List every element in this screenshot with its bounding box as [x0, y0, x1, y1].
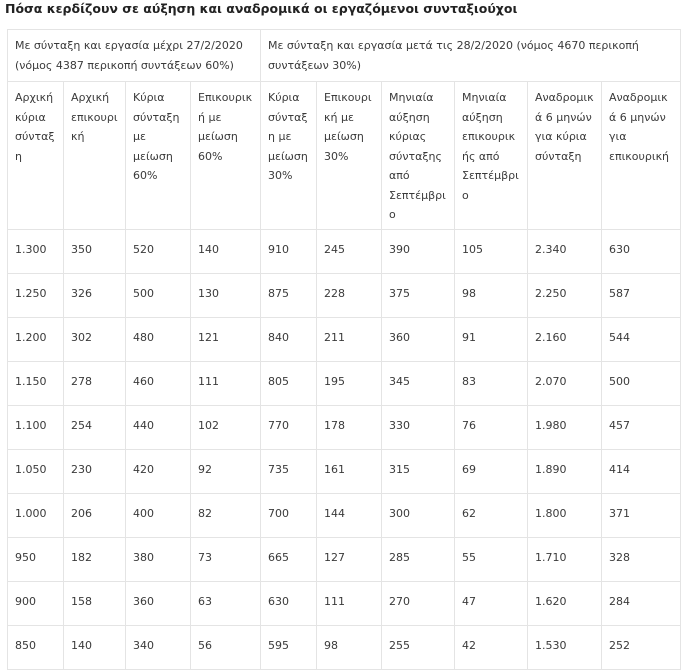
table-cell: 302	[64, 317, 126, 361]
table-cell: 2.340	[528, 229, 602, 273]
table-cell: 850	[8, 625, 64, 669]
table-cell: 400	[126, 493, 191, 537]
table-cell: 2.160	[528, 317, 602, 361]
table-cell: 211	[317, 317, 382, 361]
table-cell: 2.070	[528, 361, 602, 405]
table-cell: 520	[126, 229, 191, 273]
table-cell: 178	[317, 405, 382, 449]
table-cell: 805	[261, 361, 317, 405]
table-cell: 460	[126, 361, 191, 405]
table-cell: 440	[126, 405, 191, 449]
table-cell: 255	[382, 625, 455, 669]
table-cell: 390	[382, 229, 455, 273]
table-cell: 735	[261, 449, 317, 493]
group-header-law-4670: Με σύνταξη και εργασία μετά τις 28/2/2020 (νόμος 4670 περικοπή συντάξεων 30%)	[261, 30, 681, 82]
table-cell: 380	[126, 537, 191, 581]
group-header-law-4387: Με σύνταξη και εργασία μέχρι 27/2/2020 (νόμος 4387 περικοπή συντάξεων 60%)	[8, 30, 261, 82]
table-cell: 315	[382, 449, 455, 493]
table-cell: 371	[602, 493, 681, 537]
column-header: Αρχική κύρια σύνταξη	[8, 82, 64, 230]
table-cell: 130	[191, 273, 261, 317]
table-cell: 1.000	[8, 493, 64, 537]
table-cell: 1.300	[8, 229, 64, 273]
table-cell: 1.620	[528, 581, 602, 625]
table-cell: 1.530	[528, 625, 602, 669]
table-row	[8, 361, 681, 405]
table-cell: 230	[64, 449, 126, 493]
table-cell: 252	[602, 625, 681, 669]
page-title: Πόσα κερδίζουν σε αύξηση και αναδρομικά οι εργαζόμενοι συνταξιούχοι	[5, 1, 518, 16]
pension-table	[7, 29, 681, 670]
table-cell: 42	[455, 625, 528, 669]
table-cell: 840	[261, 317, 317, 361]
table-cell: 82	[191, 493, 261, 537]
table-cell: 121	[191, 317, 261, 361]
table-row	[8, 449, 681, 493]
table-cell: 127	[317, 537, 382, 581]
column-header: Επικουρική με μείωση 60%	[191, 82, 261, 230]
table-cell: 73	[191, 537, 261, 581]
table-cell: 414	[602, 449, 681, 493]
table-cell: 285	[382, 537, 455, 581]
table-cell: 630	[602, 229, 681, 273]
table-cell: 47	[455, 581, 528, 625]
table-cell: 62	[455, 493, 528, 537]
table-cell: 105	[455, 229, 528, 273]
table-cell: 1.050	[8, 449, 64, 493]
table-cell: 1.710	[528, 537, 602, 581]
table-cell: 375	[382, 273, 455, 317]
table-row	[8, 581, 681, 625]
table-body	[8, 30, 681, 670]
table-cell: 69	[455, 449, 528, 493]
table-cell: 1.980	[528, 405, 602, 449]
table-cell: 195	[317, 361, 382, 405]
table-cell: 91	[455, 317, 528, 361]
table-cell: 950	[8, 537, 64, 581]
table-cell: 360	[382, 317, 455, 361]
table-cell: 500	[602, 361, 681, 405]
table-cell: 587	[602, 273, 681, 317]
table-cell: 92	[191, 449, 261, 493]
table-cell: 98	[317, 625, 382, 669]
table-cell: 328	[602, 537, 681, 581]
table-row	[8, 625, 681, 669]
table-cell: 284	[602, 581, 681, 625]
table-cell: 55	[455, 537, 528, 581]
table-cell: 278	[64, 361, 126, 405]
table-row	[8, 273, 681, 317]
table-cell: 500	[126, 273, 191, 317]
table-cell: 270	[382, 581, 455, 625]
table-cell: 457	[602, 405, 681, 449]
column-header: Κύρια σύνταξη με μείωση 30%	[261, 82, 317, 230]
table-cell: 254	[64, 405, 126, 449]
table-cell: 326	[64, 273, 126, 317]
column-header: Μηνιαία αύξηση κύριας σύνταξης από Σεπτέμβριο	[382, 82, 455, 230]
table-cell: 83	[455, 361, 528, 405]
table-row	[8, 405, 681, 449]
table-cell: 480	[126, 317, 191, 361]
table-cell: 76	[455, 405, 528, 449]
table-cell: 345	[382, 361, 455, 405]
table-row	[8, 229, 681, 273]
table-cell: 360	[126, 581, 191, 625]
table-cell: 1.800	[528, 493, 602, 537]
column-header: Αναδρομικά 6 μηνών για επικουρική	[602, 82, 681, 230]
table-cell: 111	[191, 361, 261, 405]
column-header: Επικουρική με μείωση 30%	[317, 82, 382, 230]
table-cell: 700	[261, 493, 317, 537]
table-cell: 770	[261, 405, 317, 449]
table-row	[8, 493, 681, 537]
table-cell: 340	[126, 625, 191, 669]
table-cell: 1.200	[8, 317, 64, 361]
column-header: Κύρια σύνταξη με μείωση 60%	[126, 82, 191, 230]
table-cell: 910	[261, 229, 317, 273]
table-cell: 900	[8, 581, 64, 625]
table-cell: 182	[64, 537, 126, 581]
table-row	[8, 537, 681, 581]
column-header: Μηνιαία αύξηση επικουρικής από Σεπτέμβριο	[455, 82, 528, 230]
table-cell: 300	[382, 493, 455, 537]
table-cell: 2.250	[528, 273, 602, 317]
table-cell: 144	[317, 493, 382, 537]
table-cell: 140	[191, 229, 261, 273]
table-cell: 56	[191, 625, 261, 669]
table-row	[8, 317, 681, 361]
column-header: Αναδρομικά 6 μηνών για κύρια σύνταξη	[528, 82, 602, 230]
table-cell: 665	[261, 537, 317, 581]
table-cell: 420	[126, 449, 191, 493]
table-cell: 544	[602, 317, 681, 361]
table-cell: 630	[261, 581, 317, 625]
table-cell: 330	[382, 405, 455, 449]
table-cell: 102	[191, 405, 261, 449]
table-cell: 1.890	[528, 449, 602, 493]
table-cell: 350	[64, 229, 126, 273]
table-cell: 158	[64, 581, 126, 625]
table-cell: 245	[317, 229, 382, 273]
table-cell: 1.100	[8, 405, 64, 449]
table-cell: 63	[191, 581, 261, 625]
table-cell: 875	[261, 273, 317, 317]
table-cell: 140	[64, 625, 126, 669]
group-header-row	[8, 30, 681, 82]
column-header: Αρχική επικουρική	[64, 82, 126, 230]
table-cell: 161	[317, 449, 382, 493]
table-cell: 228	[317, 273, 382, 317]
table-cell: 206	[64, 493, 126, 537]
table-cell: 98	[455, 273, 528, 317]
table-cell: 595	[261, 625, 317, 669]
table-cell: 1.150	[8, 361, 64, 405]
column-header-row	[8, 82, 681, 230]
table-cell: 111	[317, 581, 382, 625]
table-cell: 1.250	[8, 273, 64, 317]
